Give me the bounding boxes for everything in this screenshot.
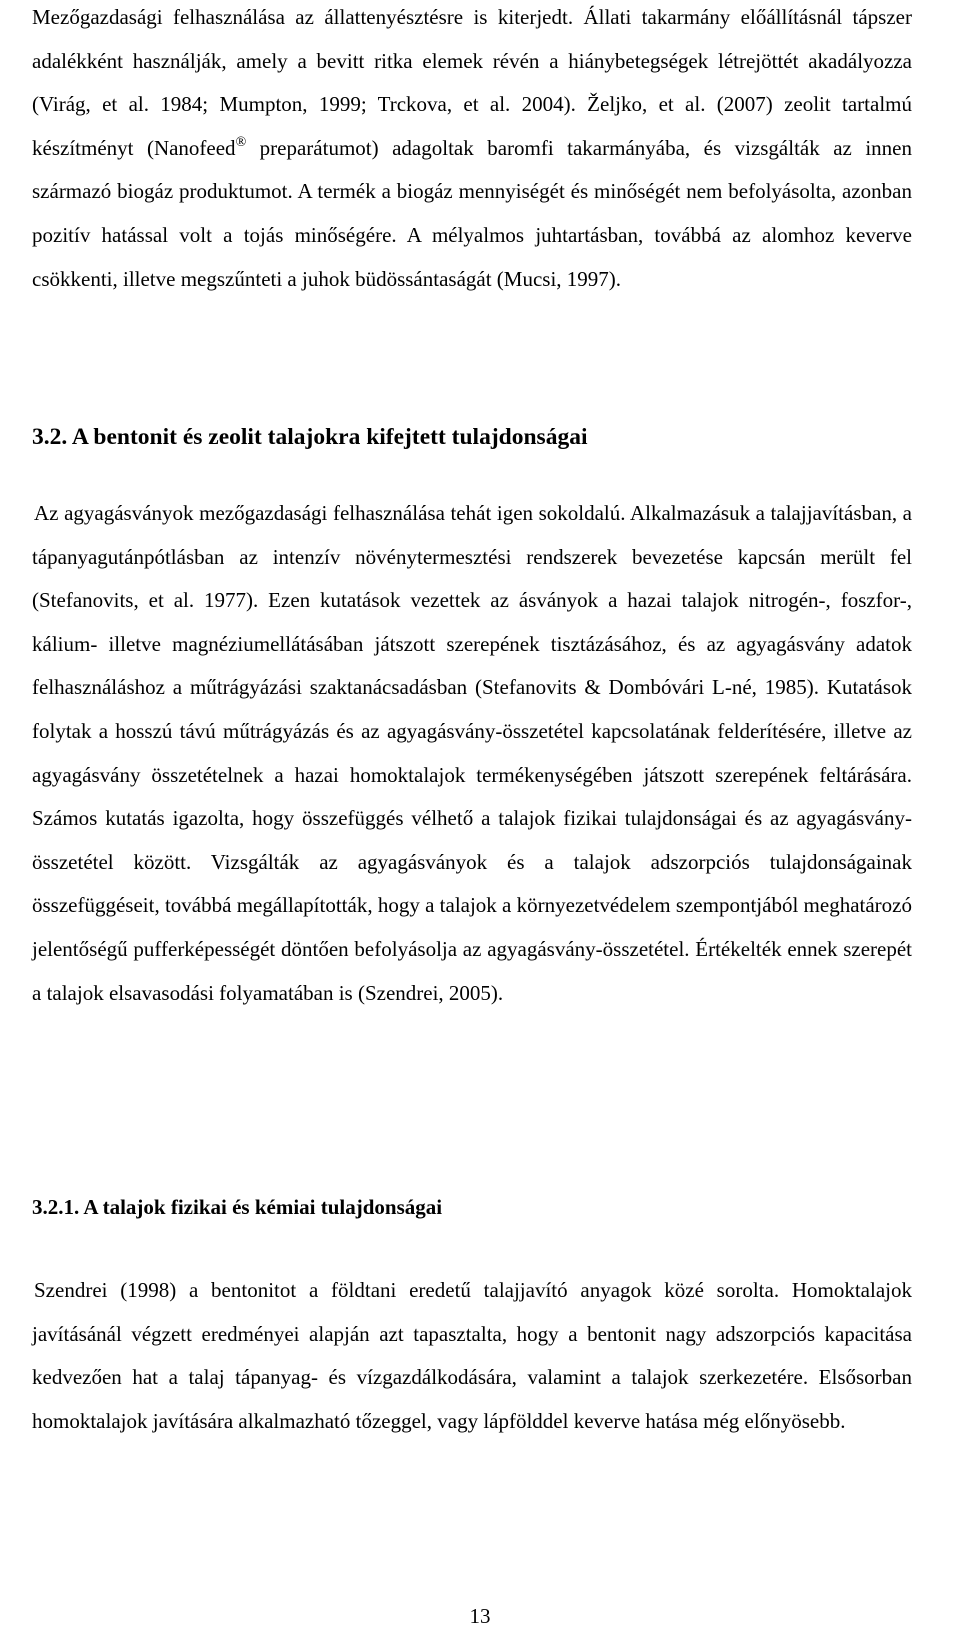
subsection-heading: 3.2.1. A talajok fizikai és kémiai tulajdonságai	[32, 1195, 443, 1219]
registered-mark: ®	[235, 134, 247, 150]
section-heading: 3.2. A bentonit és zeolit talajokra kifejtett tulajdonságai	[32, 424, 588, 450]
paragraph-3-text: Szendrei (1998) a bentonitot a földtani eredetű talajjavító anyagok közé sorolta. Homoktalajok javításánál végzett eredményei alapján azt tapasztalta, hogy a bentonit nagy adszorpciós kapacitása kedvezően hat a talaj tápanyag- és vízgazdálkodására, valamint a talajok szerkezetére. Elsősorban homoktalajok javítására alkalmazható tőzeggel, vagy lápfölddel keverve hatása még előnyösebb.	[32, 1278, 912, 1433]
paragraph-1	[32, 0, 912, 301]
paragraph-1-text-b: preparátumot) adagoltak baromfi takarmányába, és vizsgálták az innen származó biogáz produktumot. A termék a biogáz mennyiségét és minőségét nem befolyásolta, azonban pozitív hatással volt a tojás minőségére. A mélyalmos juhtartásban, továbbá az alomhoz keverve csökkenti, illetve megszűnteti a juhok büdössántaságát (Mucsi, 1997).	[32, 135, 912, 291]
page-number: 13	[469, 1604, 491, 1628]
paragraph-3	[32, 1269, 912, 1443]
paragraph-2	[32, 492, 912, 1015]
paragraph-1-text-a: Mezőgazdasági felhasználása az állattenyésztésre is kiterjedt. Állati takarmány előállításnál tápszer adalékként használják, amely a bevitt ritka elemek révén a hiánybetegségek létrejöttét akadályozza (Virág, et al. 1984; Mumpton, 1999; Trckova, et al. 2004). Željko, et al. (2007) zeolit tartalmú készítményt (Nanofeed	[32, 5, 912, 160]
paragraph-2-text: Az agyagásványok mezőgazdasági felhasználása tehát igen sokoldalú. Alkalmazásuk a talajjavításban, a tápanyagutánpótlásban az intenzív növénytermesztési rendszerek bevezetése kapcsán merült fel (Stefanovits, et al. 1977). Ezen kutatások vezettek az ásványok a hazai talajok nitrogén-, foszfor-, kálium- illetve magnéziumellátásában játszott szerepének tisztázásához, és az agyagásvány adatok felhasználáshoz a műtrágyázási szaktanácsadásban (Stefanovits & Dombóvári L-né, 1985). Kutatások folytak a hosszú távú műtrágyázás és az agyagásvány-összetétel kapcsolatának felderítésére, illetve az agyagásvány összetételnek a hazai homoktalajok termékenységében játszott szerepének feltárására. Számos kutatás igazolta, hogy összefüggés vélhető a talajok fizikai tulajdonságai és az agyagásvány-összetétel között. Vizsgálták az agyagásványok és a talajok adszorpciós tulajdonságainak összefüggéseit, továbbá megállapították, hogy a talajok a környezetvédelem szempontjából meghatározó jelentőségű pufferképességét döntően befolyásolja az agyagásvány-összetétel. Értékelték ennek szerepét a talajok elsavasodási folyamatában is (Szendrei, 2005).	[32, 501, 912, 1005]
